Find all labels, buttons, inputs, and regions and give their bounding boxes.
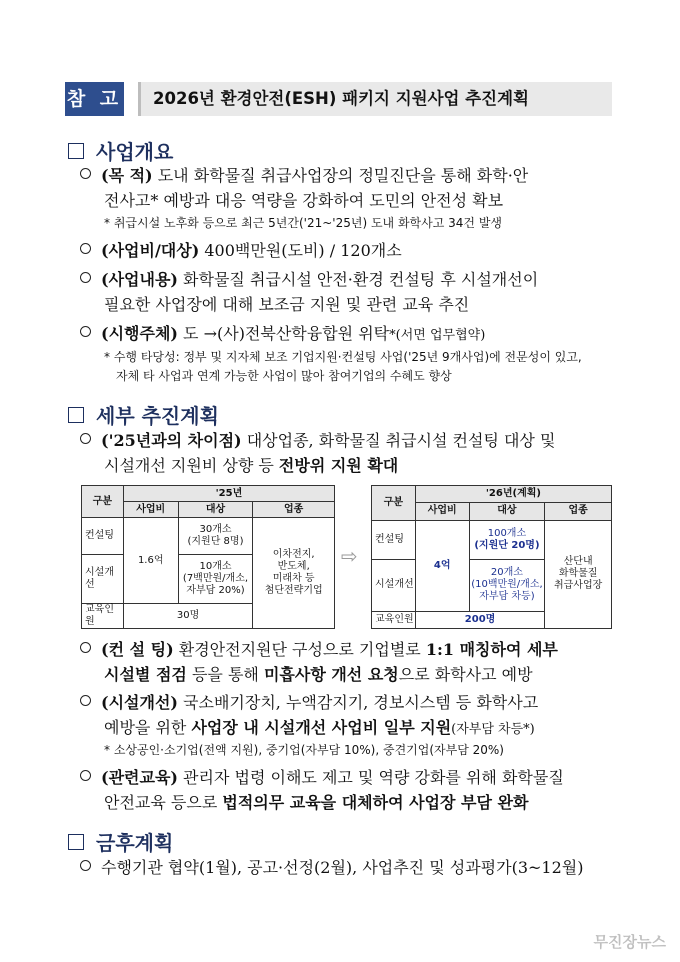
cell-facility-target: 10개소 (7백만원/개소, 자부담 20%) [178,554,253,603]
square-bullet-icon [68,143,84,159]
cell-education: 30명 [123,603,253,628]
arrow-icon: ⇨ [341,544,358,568]
reference-badge: 참 고 [65,82,124,116]
note-feasibility-cont: 자체 타 사업과 연계 가능한 사업이 많아 참여기업의 수혜도 향상 [116,369,452,383]
bullet-education: (관련교육) 관리자 법령 이해도 제고 및 역량 강화를 위해 화학물질 [80,768,564,788]
bullet-difference: ('25년과의 차이점) 대상업종, 화학물질 취급시설 컨설팅 대상 및 [80,431,555,451]
th-target: 대상 [178,502,253,518]
section-heading-detailed-plan: 세부 추진계획 [68,400,219,429]
row-label-consulting: 컨설팅 [82,518,124,555]
watermark-logo: 무진장뉴스 [593,933,666,951]
row-label-education: 교육인원 [82,603,124,628]
th-industry: 업종 [545,503,612,520]
bullet-consulting: (컨 설 팅) 환경안전지원단 구성으로 기업별로 1:1 매칭하여 세부 [80,640,558,660]
note-feasibility: * 수행 타당성: 정부 및 지자체 보조 기업지원·컨설팅 사업('25년 9개사업)에 전문성이 있고, [104,350,582,364]
th-industry: 업종 [253,502,335,518]
bullet-purpose-cont: 전사고* 예방과 대응 역량을 강화하여 도민의 안전성 확보 [104,191,504,210]
cell-budget: 4억 [415,520,469,611]
bullet-difference-cont: 시설개선 지원비 상향 등 전방위 지원 확대 [104,456,399,475]
circle-bullet-icon [80,642,91,653]
th-budget: 사업비 [415,503,469,520]
bullet-facility-cont: 예방을 위한 사업장 내 시설개선 사업비 일부 지원(자부담 차등*) [104,718,535,737]
th-year: '26년(계획) [415,486,611,503]
note-copayment: * 소상공인·소기업(전액 지원), 중기업(자부담 10%), 중견기업(자부담 20%) [104,743,504,757]
circle-bullet-icon [80,860,91,871]
th-division: 구분 [372,486,416,521]
row-label-facility: 시설개선 [372,559,416,611]
cell-consulting-target: 100개소 (지원단 20명) [469,520,545,559]
bullet-consulting-cont: 시설별 점검 등을 통해 미흡사항 개선 요청으로 화학사고 예방 [104,665,533,684]
table-2026 [371,485,612,629]
cell-education: 200명 [415,611,544,628]
table-2025 [81,485,335,629]
th-year: '25년 [123,486,334,502]
th-division: 구분 [82,486,124,518]
bullet-education-cont: 안전교육 등으로 법적의무 교육을 대체하여 사업장 부담 완화 [104,793,529,812]
circle-bullet-icon [80,243,91,254]
cell-facility-target: 20개소 (10백만원/개소, 자부담 차등) [469,559,545,611]
bullet-content: (사업내용) 화학물질 취급시설 안전·환경 컨설팅 후 시설개선이 [80,270,538,290]
cell-industry: 산단내 화학물질 취급사업장 [545,520,612,628]
square-bullet-icon [68,407,84,423]
bullet-budget: (사업비/대상) 400백만원(도비) / 120개소 [80,241,402,261]
section-heading-future-plan: 금후계획 [68,827,173,856]
th-target: 대상 [469,503,545,520]
circle-bullet-icon [80,272,91,283]
circle-bullet-icon [80,695,91,706]
bullet-content-cont: 필요한 사업장에 대해 보조금 지원 및 관련 교육 추진 [104,295,470,314]
document-title: 2026년 환경안전(ESH) 패키지 지원사업 추진계획 [138,82,612,116]
row-label-education: 교육인원 [372,611,416,628]
row-label-facility: 시설개선 [82,554,124,603]
bullet-schedule: 수행기관 협약(1월), 공고·선정(2월), 사업추진 및 성과평가(3~12월) [80,858,583,878]
cell-budget: 1.6억 [123,518,178,603]
section-heading-overview: 사업개요 [68,136,173,165]
bullet-purpose: (목 적) 도내 화학물질 취급사업장의 정밀진단을 통해 화학·안 [80,166,528,186]
bullet-facility: (시설개선) 국소배기장치, 누액감지기, 경보시스템 등 화학사고 [80,693,538,713]
note-accidents: * 취급시설 노후화 등으로 최근 5년간('21~'25년) 도내 화학사고 34건 발생 [104,216,502,230]
bullet-executor: (시행주체) 도 →(사)전북산학융합원 위탁*(서면 업무협약) [80,324,485,346]
cell-consulting-target: 30개소 (지원단 8명) [178,518,253,555]
circle-bullet-icon [80,326,91,337]
cell-industry: 이차전지, 반도체, 미래차 등 첨단전략기업 [253,518,335,629]
th-budget: 사업비 [123,502,178,518]
circle-bullet-icon [80,770,91,781]
circle-bullet-icon [80,168,91,179]
circle-bullet-icon [80,433,91,444]
square-bullet-icon [68,834,84,850]
row-label-consulting: 컨설팅 [372,520,416,559]
